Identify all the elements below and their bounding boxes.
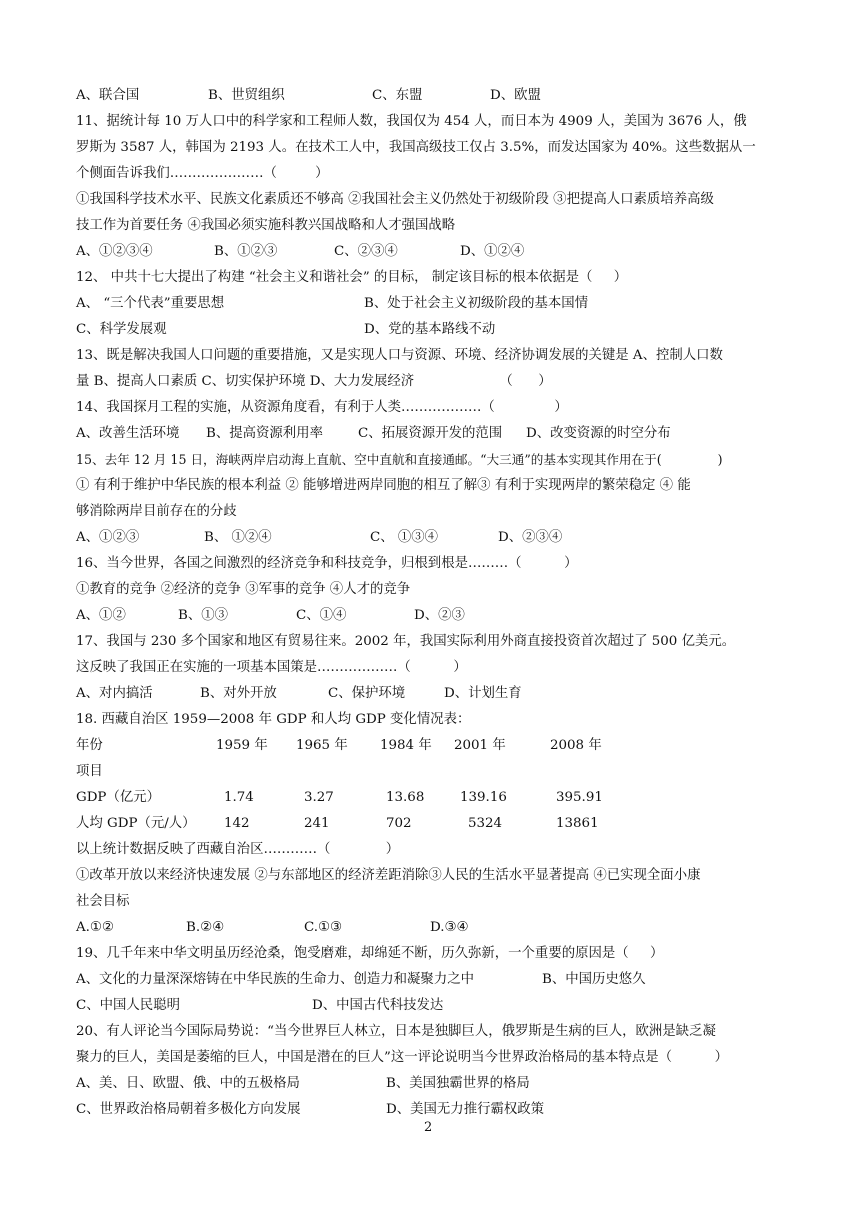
q19-text: 19、几千年来中华文明虽历经沧桑，饱受磨难，却绵延不断，历久弥新，一个重要的原因是（ ） [76,946,664,961]
table-row-label: GDP（亿元） [76,790,161,805]
q15-text: 15、去年 12 月 15 日，海峡两岸启动海上直航、空中直航和直接通邮。“大三通”的基本实现其作用在于( ) [76,452,723,467]
table-row-label: 人均 GDP（元/人） [76,816,196,831]
q11-text-line1: 11、据统计每 10 万人口中的科学家和工程师人数，我国仅为 454 人，而日本为 4909 人，美国为 3676 人，俄 [76,114,747,129]
q16-option-a: A、①② [76,608,126,623]
q12-option-d: D、党的基本路线不动 [364,322,496,337]
table-header-year: 2008 年 [550,738,602,753]
q11-statements-line2: 技工作为首要任务 ④我国必须实施科教兴国战略和人才强国战略 [76,218,456,233]
table-cell: 13.68 [386,790,425,805]
table-cell: 5324 [468,816,503,831]
q12-option-c: C、科学发展观 [76,322,167,337]
table-cell: 13861 [556,816,599,831]
table-header-year: 1959 年 [216,738,268,753]
table-header-year: 1965 年 [296,738,348,753]
q14-option-a: A、改善生活环境 [76,426,180,441]
q16-statements: ①教育的竞争 ②经济的竞争 ③军事的竞争 ④人才的竞争 [76,582,411,597]
q15-option-a: A、①②③ [76,530,140,545]
q17-option-d: D、计划生育 [444,686,522,701]
q18-option-c: C.①③ [304,920,343,935]
q16-text: 16、当今世界，各国之间激烈的经济竞争和科技竞争，归根到根是………（ ） [76,556,578,571]
q18-text: 18. 西藏自治区 1959—2008 年 GDP 和人均 GDP 变化情况表： [76,712,471,727]
q18-option-b: B.②④ [186,920,225,935]
q16-option-b: B、①③ [178,608,229,623]
q14-option-b: B、提高资源利用率 [206,426,323,441]
q15-option-b: B、 ①②④ [204,530,272,545]
table-cell: 395.91 [556,790,603,805]
table-cell: 142 [224,816,250,831]
q16-option-d: D、②③ [414,608,465,623]
q17-text-line2: 这反映了我国正在实施的一项基本国策是………………（ ） [76,660,467,675]
table-cell: 1.74 [224,790,254,805]
q20-option-c: C、世界政治格局朝着多极化方向发展 [76,1102,301,1117]
q11-option-c: C、②③④ [334,244,398,259]
q19-option-c: C、中国人民聪明 [76,998,180,1013]
q15-statements-line1: ① 有利于维护中华民族的根本利益 ② 能够增进两岸同胞的相互了解③ 有利于实现两岸的繁荣稳定 ④ 能 [76,478,691,493]
table-header-year: 2001 年 [454,738,506,753]
table-corner-item: 项目 [76,764,103,779]
q11-option-a: A、①②③④ [76,244,153,259]
table-cell: 702 [386,816,412,831]
q11-text-line2: 罗斯为 3587 人，韩国为 2193 人。在技术工人中，我国高级技工仅占 3.5%，而发达国家为 40%。这些数据从一 [76,140,756,155]
q20-text-line2: 聚力的巨人，美国是萎缩的巨人，中国是潜在的巨人”这一评论说明当今世界政治格局的基本特点是（ ） [76,1050,728,1065]
q10-option-a: A、联合国 [76,88,140,103]
q20-option-a: A、美、日、欧盟、俄、中的五极格局 [76,1076,300,1091]
q18-option-d: D.③④ [430,920,469,935]
table-header-year: 1984 年 [380,738,432,753]
q15-option-c: C、 ①③④ [370,530,439,545]
q14-option-c: C、拓展资源开发的范围 [358,426,503,441]
q12-option-a: A、 “三个代表”重要思想 [76,296,225,311]
q10-option-b: B、世贸组织 [208,88,285,103]
table-cell: 139.16 [460,790,507,805]
q11-option-b: B、①②③ [214,244,278,259]
q19-option-b: B、中国历史悠久 [542,972,646,987]
q20-option-b: B、美国独霸世界的格局 [386,1076,530,1091]
q17-option-c: C、保护环境 [328,686,406,701]
q18-option-a: A.①② [76,920,114,935]
q10-option-d: D、欧盟 [490,88,541,103]
q17-option-a: A、对内搞活 [76,686,153,701]
q11-option-d: D、①②④ [460,244,525,259]
q18-statements-line2: 社会目标 [76,894,130,909]
q15-option-d: D、②③④ [498,530,563,545]
q11-text-line3: 个侧面告诉我们…………………（ ） [76,166,329,181]
table-cell: 241 [304,816,330,831]
q17-option-b: B、对外开放 [200,686,277,701]
q19-option-a: A、文化的力量深深熔铸在中华民族的生命力、创造力和凝聚力之中 [76,972,474,987]
table-corner-year: 年份 [76,738,103,753]
q17-text-line1: 17、我国与 230 多个国家和地区有贸易往来。2002 年，我国实际利用外商直接投资首次超过了 500 亿美元。 [76,634,736,649]
q13-text-line1: 13、既是解决我国人口问题的重要措施，又是实现人口与资源、环境、经济协调发展的关键是 A、控制人口数 [76,348,723,363]
q18-question: 以上统计数据反映了西藏自治区…………（ ） [76,842,400,857]
q13-text-line2: 量 B、提高人口素质 C、切实保护环境 D、大力发展经济 （ ） [76,374,552,389]
page-number: 2 [424,1120,433,1135]
q11-statements-line1: ①我国科学技术水平、民族文化素质还不够高 ②我国社会主义仍然处于初级阶段 ③把提高人口素质培养高级 [76,192,714,207]
q20-text-line1: 20、有人评论当今国际局势说：“当今世界巨人林立，日本是独脚巨人，俄罗斯是生病的巨人，欧洲是缺乏凝 [76,1024,716,1039]
q18-statements-line1: ①改革开放以来经济快速发展 ②与东部地区的经济差距消除③人民的生活水平显著提高 ④已实现全面小康 [76,868,701,883]
q14-option-d: D、改变资源的时空分布 [526,426,671,441]
q10-option-c: C、东盟 [372,88,423,103]
q19-option-d: D、中国古代科技发达 [312,998,444,1013]
q12-option-b: B、处于社会主义初级阶段的基本国情 [364,296,589,311]
table-cell: 3.27 [304,790,334,805]
q12-text: 12、 中共十七大提出了构建 “社会主义和谐社会” 的目标， 制定该目标的根本依据是（ ） [76,270,628,285]
q16-option-c: C、①④ [296,608,347,623]
q20-option-d: D、美国无力推行霸权政策 [386,1102,545,1117]
q15-statements-line2: 够消除两岸目前存在的分歧 [76,504,237,519]
q14-text: 14、我国探月工程的实施，从资源角度看，有利于人类………………（ ） [76,400,568,415]
